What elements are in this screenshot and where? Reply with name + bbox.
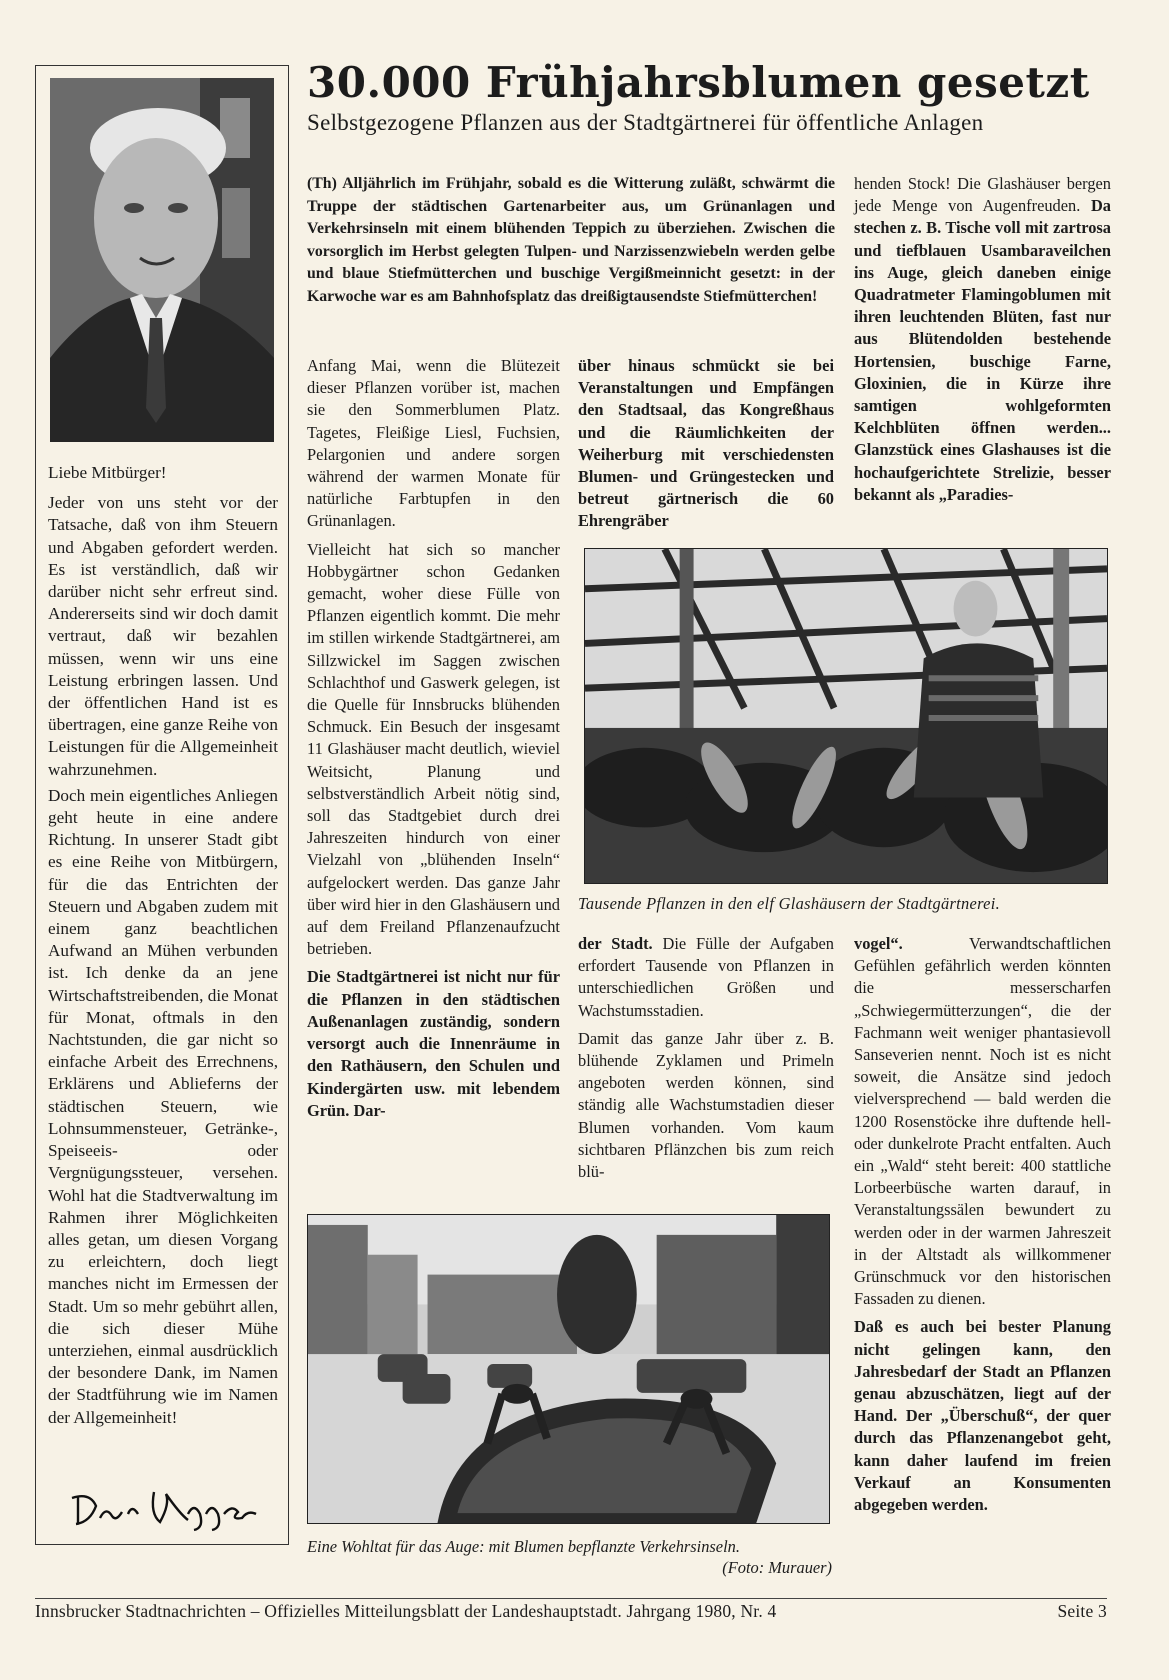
article-column-1 bbox=[307, 355, 560, 1128]
traffic-island-photo bbox=[307, 1214, 830, 1524]
article-text: Verwandtschaftlichen Gefühlen gefährlich werden könnten die messerscharfen „Schwiegermütterzungen“, die der Fachmann weit weniger phantasievoll Sanseverien nennt. Noch ist es nicht soweit, die Ansätze sind jedoch vielversprechend — bald werden die 1200 Rosenstöcke ihre duftende hell- oder dunkelrote Pracht entfalten. Auch ein „Wald“ steht bereit: 400 stattliche Lorbeerbüsche warten darauf, in Veranstaltungssälen bewundert zu werden oder in der warmen Jahreszeit in der Altstadt als willkommener Grünschmuck vor den historischen Fassaden zu dienen. bbox=[854, 934, 1111, 1309]
article-paragraph: Anfang Mai, wenn die Blütezeit dieser Pflanzen vorüber ist, machen sie den Sommerblumen Platz. Tagetes, Fleißige Liesl, Fuchsien, Pelargonien und andere sorgen während der warmen Monate für natürliche Farbtupfen in den Grünanlagen. bbox=[307, 356, 560, 531]
article-text: der Stadt. bbox=[578, 934, 653, 953]
caption-text: Eine Wohltat für das Auge: mit Blumen bepflanzte Verkehrsinseln. bbox=[307, 1537, 740, 1556]
article-headline: 30.000 Frühjahrsblumen gesetzt bbox=[307, 58, 1090, 107]
article-paragraph: Daß es auch bei bester Planung nicht gelingen kann, den Jahresbedarf der Stadt an Pflanzen genau abzuschätzen, liegt auf der Hand. Der „Überschuß“, der quer durch das Pflanzenangebot geht, kann daher laufend im freien Verkauf an Konsumenten abgegeben werden. bbox=[854, 1317, 1111, 1515]
article-intro: (Th) Alljährlich im Frühjahr, sobald es die Witterung zuläßt, schwärmt die Truppe der städtischen Gartenarbeiter aus, um Grünanlagen und Verkehrsinseln mit einem blühenden Teppich zu überziehen. Zwischen die vorsorglich im Herbst gelegten Tulpen- und Narzissenzwiebeln werden gelbe und blaue Stiefmütterchen und buschige Vergißmeinnicht gesetzt: in der Karwoche war es am Bahnhofsplatz das dreißigtausendste Stiefmütterchen! bbox=[307, 175, 835, 305]
mayor-letter-text bbox=[48, 462, 278, 1433]
article-text: henden Stock! Die Glashäuser bergen jede Menge von Augenfreuden. bbox=[854, 174, 1111, 216]
article-subheadline: Selbstgezogene Pflanzen aus der Stadtgärtnerei für öffentliche Anlagen bbox=[307, 110, 984, 135]
page-number: Seite 3 bbox=[1057, 1601, 1107, 1621]
article-column-3-lower bbox=[854, 933, 1111, 1522]
article-paragraph: Die Stadtgärtnerei ist nicht nur für die Pflanzen in den städtischen Außenanlagen zuständig, sondern versorgt auch die Innenräume in den Rathäusern, den Schulen und Kindergärten usw. mit lebendem Grün. Dar- bbox=[307, 967, 560, 1120]
article-paragraph: Damit das ganze Jahr über z. B. blühende Zyklamen und Primeln angeboten werden können, sind ständig alle Wachstumstadien dieser Blumen vorhanden. Vom kaum sichtbaren Pflänzchen bis zum reich blü- bbox=[578, 1028, 834, 1182]
greenhouse-photo-caption: Tausende Pflanzen in den elf Glashäusern der Stadtgärtnerei. bbox=[578, 894, 1000, 913]
greenhouse-photo bbox=[584, 548, 1108, 884]
photo-credit: (Foto: Murauer) bbox=[722, 1558, 832, 1577]
traffic-island-photo-caption bbox=[307, 1536, 832, 1577]
article-paragraph: Vielleicht hat sich so mancher Hobbygärtner schon Gedanken gemacht, woher diese Fülle von Pflanzen eigentlich kommt. Die mehr im stillen wirkende Stadtgärtnerei, am Sillzwickel im Saggen zwischen Schlachthof und Gaswerk gelegen, ist die Quelle für Innsbrucks blühenden Schmuck. Ein Besuch der insgesamt 11 Glashäuser macht deutlich, wieviel Weitsicht, Planung und selbstverständlich Arbeit nötig sind, soll das Stadtgebiet durch drei Jahreszeiten hindurch von einer Vielzahl von „blühenden Inseln“ aufgelockert werden. Das ganze Jahr über wird hier in den Glashäusern und auf dem Freiland Pflanzenaufzucht betrieben. bbox=[307, 539, 560, 959]
letter-paragraph: Jeder von uns steht vor der Tatsache, daß von ihm Steuern und Abgaben gefordert werden. Es ist verständlich, daß wir darüber nicht sehr erfreut sind. Andererseits sind wir doch damit vertraut, daß wir bezahlen müssen, wenn wir uns eine Leistung erbringen lassen. Und der öffentlichen Hand ist es übertragen, eine ganze Reihe von Leistungen für die Allgemeinheit wahrzunehmen. bbox=[48, 493, 278, 779]
article-column-3-upper bbox=[854, 173, 1111, 506]
article-column-2-upper: über hinaus schmückt sie bei Veranstaltungen und Empfängen den Stadtsaal, das Kongreßhaus und die Räumlichkeiten der Weiherburg mit verschiedensten Blumen- und Grüngestecken und betreut gärtnerisch die 60 Ehrengräber bbox=[578, 356, 834, 531]
mayor-portrait-photo bbox=[50, 78, 274, 442]
article-column-2-lower bbox=[578, 933, 834, 1189]
letter-greeting: Liebe Mitbürger! bbox=[48, 463, 167, 482]
article-text: vogel“. bbox=[854, 934, 903, 953]
mayor-letter-box bbox=[35, 65, 289, 1545]
page-footer bbox=[35, 1601, 1107, 1622]
letter-paragraph: Doch mein eigentliches Anliegen geht heute in eine andere Richtung. In unserer Stadt gibt es eine Reihe von Mitbürgern, für die das Entrichten der Steuern und Abgaben zudem mit einem ganz beachtlichen Aufwand an Mühen verbunden ist. Ich denke da an jene Wirtschaftstreibenden, die Monat für Monat, oftmals in den Nachtstunden, die gar nicht so einfache Arbeit des Errechnens, Erklärens und Ablieferns der städtischen Steuern, wie Lohnsummensteuer, Getränke-, Speiseeis- oder Vergnügungssteuer, versehen. Wohl hat die Stadtverwaltung im Rahmen ihrer Möglichkeiten alles getan, um diesen Vorgang zu erleichtern, doch liegt manches nicht im Ermessen der Stadt. Um so mehr gebührt allen, die sich dieser Mühe unterziehen, einmal ausdrücklich der besondere Dank, im Namen der Stadtführung wie im Namen der Allgemeinheit! bbox=[48, 785, 278, 1427]
article-text: Da stechen z. B. Tische voll mit zartrosa und tiefblauen Usambaraveilchen ins Auge, gleich daneben einige Quadratmeter Flamingoblumen mit ihren leuchtenden Blüten, fast nur aus Blütendolden bestehende Hortensien, buschige Farne, Gloxinien, die in Kürze ihre samtigen wohlgeformten Kelchblüten öffnen werden... Glanzstück eines Glashauses ist die hochaufgerichtete Strelizie, besser bekannt als „Paradies- bbox=[854, 196, 1111, 504]
article-text: Die Fülle der Aufgaben erfordert Tausende von Pflanzen in unterschiedlichen Größen und Wachstumsstadien. bbox=[578, 934, 834, 1020]
publication-info: Innsbrucker Stadtnachrichten – Offizielles Mitteilungsblatt der Landeshauptstadt. Jahrgang 1980, Nr. 4 bbox=[35, 1601, 777, 1621]
mayor-signature bbox=[70, 1484, 260, 1532]
footer-rule bbox=[35, 1598, 1107, 1599]
